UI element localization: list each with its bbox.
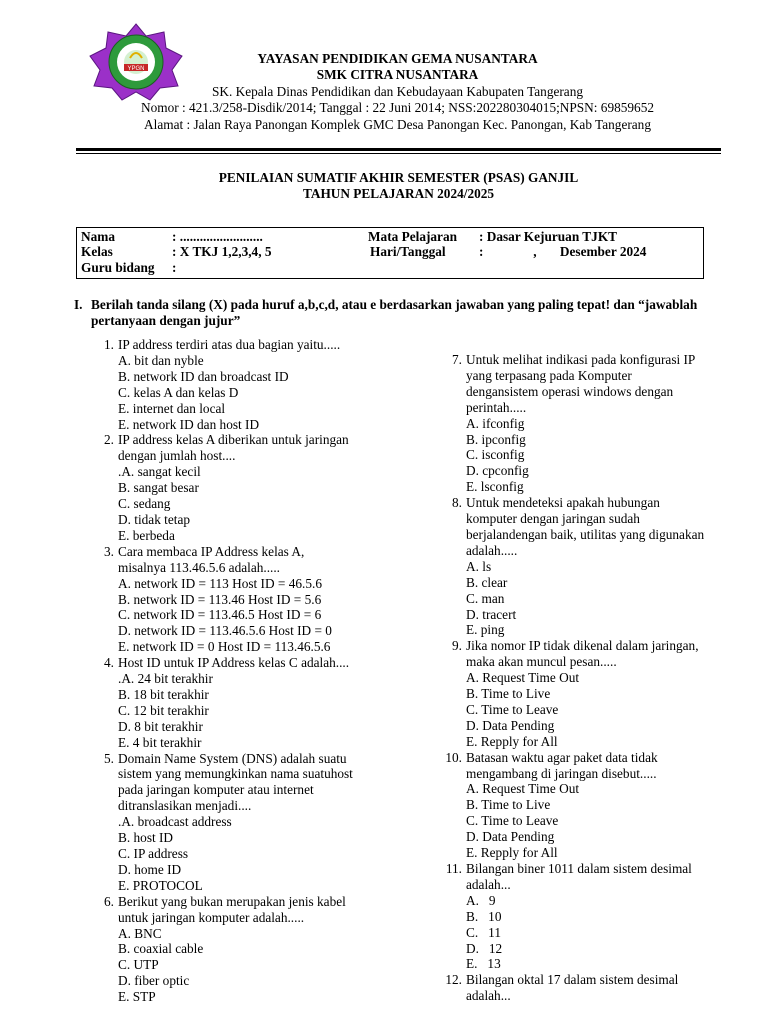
- question-item: [104, 337, 418, 432]
- question-text: Berikut yang bukan merupakan jenis kabel: [118, 893, 346, 909]
- hari-value: : , Desember 2024: [479, 244, 647, 259]
- answer-option[interactable]: .A. broadcast address: [118, 814, 232, 830]
- answer-option[interactable]: A. ls: [466, 558, 492, 574]
- question-text: sistem yang memungkinkan nama suatuhost: [118, 766, 353, 782]
- answer-option[interactable]: B. Time to Live: [466, 797, 551, 813]
- answer-option[interactable]: B. coaxial cable: [118, 941, 204, 957]
- question-item: [104, 893, 418, 1005]
- answer-option[interactable]: A. Request Time Out: [466, 781, 580, 797]
- question-text: Bilangan biner 1011 dalam sistem desimal: [466, 861, 692, 876]
- guru-label: Guru bidang: [81, 260, 155, 275]
- answer-option[interactable]: E. PROTOCOL: [118, 877, 203, 893]
- decree-line: SK. Kepala Dinas Pendidikan dan Kebudayaan Kabupaten Tangerang: [211, 84, 584, 99]
- answer-option[interactable]: C. UTP: [118, 957, 159, 973]
- question-number: 2.: [104, 432, 114, 448]
- question-text: yang terpasang pada Komputer: [466, 367, 632, 383]
- question-text: pada jaringan komputer atau internet: [118, 782, 314, 798]
- question-number: 10.: [445, 749, 462, 765]
- answer-option[interactable]: B. network ID dan broadcast ID: [118, 368, 289, 384]
- answer-option[interactable]: D. Data Pending: [466, 829, 555, 845]
- answer-option[interactable]: C. isconfig: [466, 447, 525, 463]
- answer-option[interactable]: A. BNC: [118, 925, 162, 941]
- answer-option[interactable]: E. Repply for All: [466, 845, 558, 861]
- answer-option[interactable]: C. Time to Leave: [466, 813, 559, 829]
- foundation-name: YAYASAN PENDIDIKAN GEMA NUSANTARA: [257, 51, 538, 66]
- guru-field[interactable]: :: [172, 260, 177, 275]
- school-name: SMK CITRA NUSANTARA: [316, 67, 479, 82]
- question-number: 4.: [104, 655, 114, 671]
- header-divider-thick: [76, 148, 721, 151]
- answer-option[interactable]: D. network ID = 113.46.5.6 Host ID = 0: [118, 623, 332, 639]
- question-item: [445, 861, 731, 972]
- logo-lettering: YPGN: [127, 66, 145, 72]
- question-text: untuk jaringan komputer adalah.....: [118, 909, 305, 925]
- nama-field[interactable]: : .........................: [172, 229, 263, 244]
- answer-option[interactable]: C. Time to Leave: [466, 701, 559, 717]
- answer-option[interactable]: C. 12 bit terakhir: [118, 702, 209, 718]
- answer-option[interactable]: C. IP address: [118, 846, 189, 861]
- questions-right-column: [445, 352, 731, 1004]
- question-item: [452, 352, 731, 495]
- question-text: Batasan waktu agar paket data tidak: [466, 749, 658, 765]
- answer-option[interactable]: A. network ID = 113 Host ID = 46.5.6: [118, 575, 322, 591]
- question-number: 11.: [445, 861, 462, 876]
- question-text: Untuk mendeteksi apakah hubungan: [466, 495, 660, 511]
- answer-option[interactable]: D. fiber optic: [118, 973, 190, 989]
- answer-option[interactable]: D. tracert: [466, 606, 517, 622]
- answer-option[interactable]: B. ipconfig: [466, 431, 526, 447]
- header-divider-thin: [76, 153, 721, 154]
- question-number: 12.: [445, 972, 462, 988]
- question-text: adalah...: [466, 876, 511, 892]
- exam-year: TAHUN PELAJARAN 2024/2025: [302, 186, 495, 201]
- answer-option[interactable]: A. Request Time Out: [466, 670, 580, 686]
- question-text: maka akan muncul pesan.....: [466, 654, 617, 670]
- question-text: berjalandengan baik, utilitas yang digunakan: [466, 526, 705, 542]
- question-item: [445, 749, 731, 861]
- answer-option[interactable]: E. network ID dan host ID: [118, 416, 260, 432]
- answer-option[interactable]: C. kelas A dan kelas D: [118, 384, 239, 400]
- exam-title: PENILAIAN SUMATIF AKHIR SEMESTER (PSAS) GANJIL: [218, 170, 579, 185]
- hari-label: Hari/Tanggal: [370, 244, 446, 259]
- question-text: adalah.....: [466, 542, 518, 558]
- question-text: Jika nomor IP tidak dikenal dalam jaringan,: [466, 638, 699, 654]
- question-text: perintah.....: [466, 399, 527, 415]
- question-text: komputer dengan jaringan sudah: [466, 511, 640, 527]
- question-text: Cara membaca IP Address kelas A,: [118, 543, 305, 559]
- answer-option[interactable]: C. man: [466, 590, 505, 606]
- question-number: 5.: [104, 750, 114, 766]
- question-item: [104, 750, 418, 894]
- school-address: Alamat : Jalan Raya Panongan Komplek GMC Desa Panongan Kec. Panongan, Kab Tangerang: [144, 117, 651, 132]
- answer-option[interactable]: B. 10: [466, 908, 502, 924]
- question-text: IP address kelas A diberikan untuk jaringan: [118, 432, 349, 448]
- answer-option[interactable]: A. bit dan nyble: [118, 352, 204, 368]
- question-item: [452, 638, 731, 749]
- answer-option[interactable]: D. home ID: [118, 861, 182, 877]
- nama-label: Nama: [81, 229, 115, 244]
- question-number: 3.: [104, 543, 114, 559]
- answer-option[interactable]: E. 4 bit terakhir: [118, 734, 202, 750]
- question-item: [104, 655, 418, 750]
- answer-option[interactable]: B. host ID: [118, 830, 174, 846]
- answer-option[interactable]: D. 12: [466, 940, 503, 956]
- answer-option[interactable]: B. 18 bit terakhir: [118, 686, 209, 702]
- answer-option[interactable]: .A. sangat kecil: [118, 464, 201, 480]
- answer-option[interactable]: D. 8 bit terakhir: [118, 718, 203, 734]
- answer-option[interactable]: D. cpconfig: [466, 463, 529, 479]
- answer-option[interactable]: D. tidak tetap: [118, 511, 191, 527]
- question-number: 9.: [452, 638, 462, 654]
- question-text: dengansistem operasi windows dengan: [466, 383, 674, 399]
- question-item: [452, 495, 731, 638]
- answer-option[interactable]: E. Repply for All: [466, 733, 558, 749]
- question-text: dengan jumlah host....: [118, 448, 236, 464]
- answer-option[interactable]: D. Data Pending: [466, 717, 555, 733]
- answer-option[interactable]: C. sedang: [118, 496, 171, 512]
- question-text: mengambang di jaringan disebut.....: [466, 765, 657, 781]
- question-text: Domain Name System (DNS) adalah suatu: [118, 750, 347, 766]
- question-text: Bilangan oktal 17 dalam sistem desimal: [466, 972, 679, 988]
- answer-option[interactable]: E. network ID = 0 Host ID = 113.46.5.6: [118, 639, 331, 655]
- answer-option[interactable]: B. clear: [466, 574, 508, 590]
- mapel-value: : Dasar Kejuruan TJKT: [479, 229, 618, 244]
- instruction-text: Berilah tanda silang (X) pada huruf a,b,c,d, atau e berdasarkan jawaban yang paling tepat! dan “jawablah pertanyaan dengan jujur”: [91, 297, 698, 328]
- question-number: 7.: [452, 352, 462, 367]
- question-text: IP address terdiri atas dua bagian yaitu.....: [118, 337, 341, 352]
- question-item: [104, 432, 418, 543]
- questions-left-column: [104, 337, 418, 1005]
- answer-option[interactable]: A. 9: [466, 892, 496, 908]
- question-text: adalah...: [466, 988, 511, 1004]
- answer-option[interactable]: E. berbeda: [118, 527, 175, 543]
- question-item: [104, 543, 418, 655]
- answer-option[interactable]: B. network ID = 113.46 Host ID = 5.6: [118, 591, 322, 607]
- answer-option[interactable]: .A. 24 bit terakhir: [118, 671, 213, 687]
- kelas-value: : X TKJ 1,2,3,4, 5: [172, 244, 272, 259]
- answer-option[interactable]: E. ping: [466, 622, 505, 638]
- answer-option[interactable]: E. internet dan local: [118, 400, 226, 416]
- kelas-label: Kelas: [81, 244, 113, 259]
- mapel-label: Mata Pelajaran: [368, 229, 457, 244]
- answer-option[interactable]: B. Time to Live: [466, 686, 551, 702]
- question-item: [445, 972, 731, 1004]
- answer-option[interactable]: C. 11: [466, 924, 501, 940]
- identity-box: [76, 227, 704, 279]
- question-text: Untuk melihat indikasi pada konfigurasi IP: [466, 352, 696, 367]
- answer-option[interactable]: B. sangat besar: [118, 480, 199, 496]
- question-number: 1.: [104, 337, 114, 352]
- question-text: misalnya 113.46.5.6 adalah.....: [118, 559, 280, 575]
- registration-numbers: Nomor : 421.3/258-Disdik/2014; Tanggal : 22 Juni 2014; NSS:202280304015;NPSN: 69859652: [141, 100, 654, 115]
- question-text: Host ID untuk IP Address kelas C adalah....: [118, 655, 350, 671]
- question-number: 8.: [452, 495, 462, 511]
- section-numeral: I.: [74, 297, 83, 312]
- answer-option[interactable]: E. lsconfig: [466, 479, 524, 495]
- question-number: 6.: [104, 893, 114, 909]
- answer-option[interactable]: A. ifconfig: [466, 415, 525, 431]
- answer-option[interactable]: E. STP: [118, 989, 156, 1005]
- answer-option[interactable]: E. 13: [466, 956, 501, 972]
- answer-option[interactable]: C. network ID = 113.46.5 Host ID = 6: [118, 607, 322, 623]
- question-text: ditranslasikan menjadi....: [118, 798, 252, 814]
